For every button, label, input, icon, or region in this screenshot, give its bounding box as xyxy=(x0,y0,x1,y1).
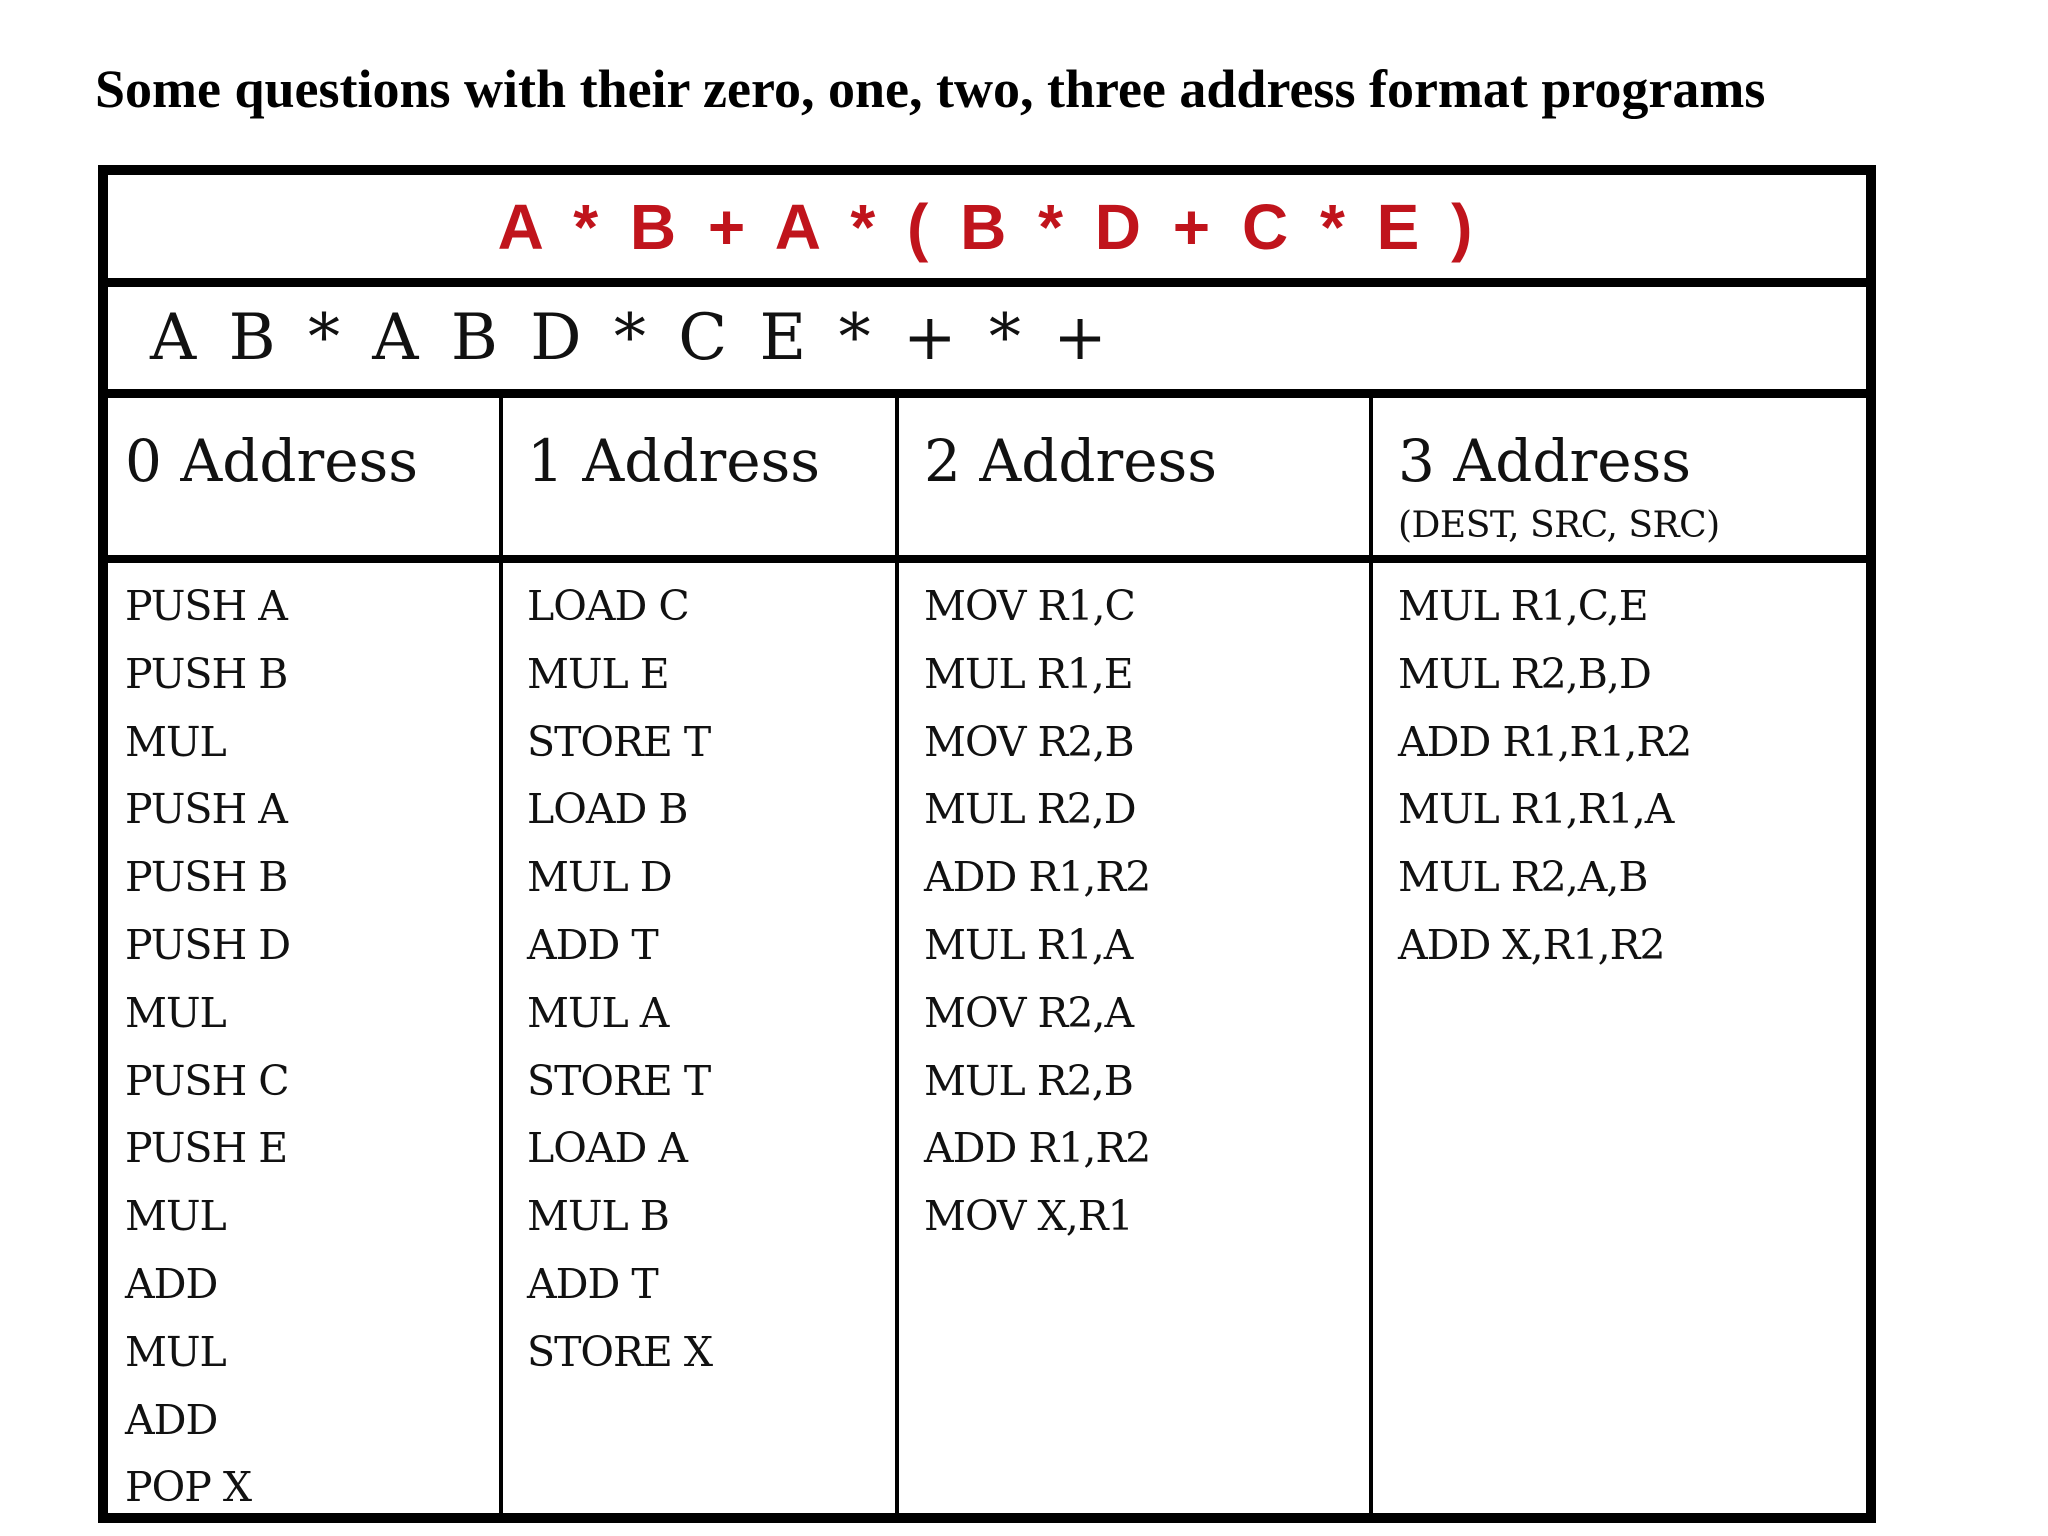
instruction-line: ADD R1,R2 xyxy=(924,1124,1151,1173)
instruction-line: MUL R2,D xyxy=(924,785,1136,834)
instruction-line: MUL B xyxy=(527,1192,669,1241)
instruction-line: MUL xyxy=(125,717,226,766)
instruction-line: ADD R1,R1,R2 xyxy=(1398,717,1692,766)
postfix-expression: A B * A B D * C E * + * + xyxy=(150,301,1113,375)
instruction-line: MUL xyxy=(125,988,226,1037)
instruction-line: MUL R2,B,D xyxy=(1398,649,1651,698)
instruction-line: PUSH C xyxy=(125,1056,289,1105)
instructions-2-address xyxy=(924,571,1150,1249)
instruction-line: ADD xyxy=(125,1259,218,1308)
column-divider xyxy=(499,398,503,1513)
instruction-line: PUSH B xyxy=(125,649,288,698)
instruction-line: STORE T xyxy=(527,717,711,766)
instructions-1-address xyxy=(527,571,712,1385)
instruction-line: ADD R1,R2 xyxy=(924,853,1151,902)
instruction-line: MOV R2,B xyxy=(924,717,1134,766)
header-divider xyxy=(108,555,1866,563)
instruction-line: ADD T xyxy=(527,1259,658,1308)
instruction-line: PUSH D xyxy=(125,920,291,969)
expression-row xyxy=(108,175,1866,287)
infix-expression: A * B + A * ( B * D + C * E ) xyxy=(497,190,1477,263)
instruction-line: MUL R1,A xyxy=(924,920,1133,969)
column-subtitle: (DEST, SRC, SRC) xyxy=(1398,505,1720,546)
column-title: 2 Address xyxy=(924,427,1218,495)
column-divider xyxy=(895,398,899,1513)
instruction-line: MOV R2,A xyxy=(924,988,1134,1037)
column-divider xyxy=(1369,398,1373,1513)
instruction-line: PUSH A xyxy=(125,582,287,630)
column-title: 1 Address xyxy=(527,427,821,495)
instruction-line: MUL xyxy=(125,1192,226,1241)
instruction-line: MUL R1,R1,A xyxy=(1398,785,1674,834)
instructions-0-address xyxy=(125,571,290,1520)
instruction-line: MUL E xyxy=(527,649,669,698)
page-heading: Some questions with their zero, one, two, three address format programs xyxy=(95,59,1766,119)
instruction-line: MUL R1,E xyxy=(924,649,1133,698)
instruction-line: MOV R1,C xyxy=(924,582,1135,630)
instruction-line: LOAD B xyxy=(527,785,688,834)
instruction-line: MUL D xyxy=(527,853,672,902)
address-format-table xyxy=(98,165,1876,1523)
instruction-line: MUL R2,A,B xyxy=(1398,853,1648,902)
instruction-line: STORE X xyxy=(527,1327,713,1376)
instruction-line: MUL A xyxy=(527,988,669,1037)
instruction-line: PUSH E xyxy=(125,1124,288,1173)
instruction-line: ADD T xyxy=(527,920,658,969)
instruction-line: ADD xyxy=(125,1395,218,1444)
instruction-line: MOV X,R1 xyxy=(924,1192,1133,1241)
instruction-line: PUSH B xyxy=(125,853,288,902)
instruction-line: MUL R2,B xyxy=(924,1056,1133,1105)
instructions-3-address xyxy=(1398,571,1691,978)
instruction-line: STORE T xyxy=(527,1056,711,1105)
column-title: 0 Address xyxy=(125,427,419,495)
instruction-line: PUSH A xyxy=(125,785,287,834)
column-title: 3 Address xyxy=(1398,427,1692,495)
instruction-line: LOAD A xyxy=(527,1124,687,1173)
instruction-line: LOAD C xyxy=(527,582,689,630)
instruction-line: POP X xyxy=(125,1463,252,1512)
instruction-line: MUL xyxy=(125,1327,226,1376)
postfix-row xyxy=(108,287,1866,398)
instruction-line: ADD X,R1,R2 xyxy=(1398,920,1665,969)
instruction-line: MUL R1,C,E xyxy=(1398,582,1648,630)
